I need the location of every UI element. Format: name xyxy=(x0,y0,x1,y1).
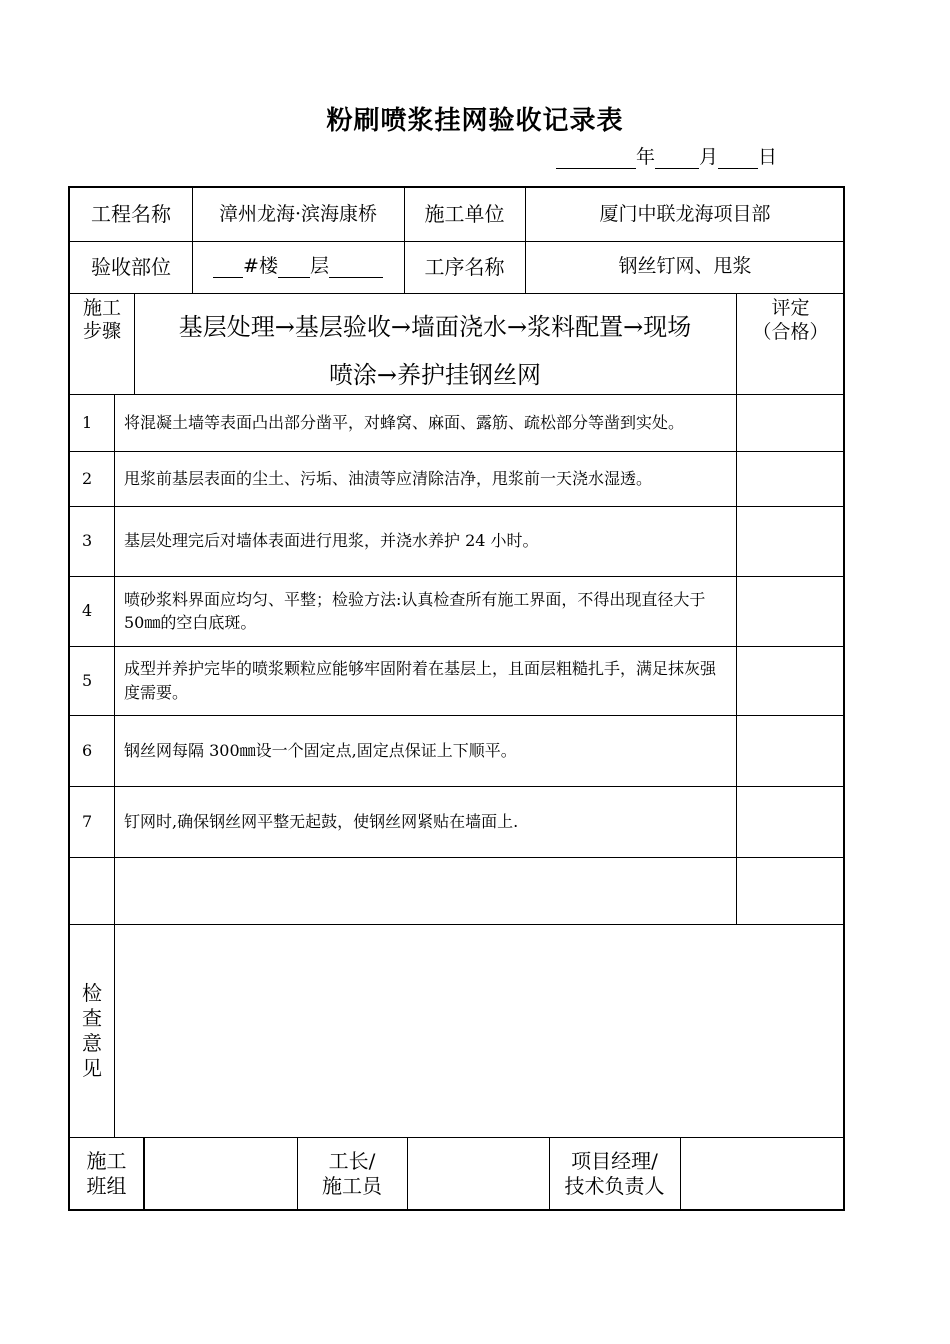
item-evaluation-cell[interactable] xyxy=(736,451,845,506)
inspection-opinion-label xyxy=(70,924,114,1137)
month-label: 月 xyxy=(699,146,719,168)
date-line xyxy=(556,142,777,169)
foreman-label xyxy=(297,1137,407,1211)
opinion-char: 见 xyxy=(82,1055,102,1080)
item-evaluation-cell[interactable] xyxy=(736,857,845,924)
steps-label-line1: 施工 xyxy=(82,297,121,319)
pm-label-line2: 技术负责人 xyxy=(564,1174,665,1198)
item-text: 钢丝网每隔 300㎜设一个固定点,固定点保证上下顺平。 xyxy=(124,740,517,760)
item-text: 钉网时,确保钢丝网平整无起鼓，使钢丝网紧贴在墙面上. xyxy=(124,811,519,831)
item-number: 4 xyxy=(82,601,93,620)
project-manager-label xyxy=(549,1137,680,1211)
page-title: 粉刷喷浆挂网验收记录表 xyxy=(326,106,624,136)
project-name-label: 工程名称 xyxy=(91,202,171,226)
item-evaluation-cell[interactable] xyxy=(736,576,845,646)
foreman-label-line1: 工长/ xyxy=(328,1149,376,1173)
contractor-value[interactable]: 厦门中联龙海项目部 xyxy=(599,202,771,225)
construction-team-label xyxy=(70,1137,143,1211)
item-text-empty[interactable] xyxy=(114,857,736,924)
opinion-char: 查 xyxy=(82,1005,102,1030)
item-evaluation-cell[interactable] xyxy=(736,786,845,857)
item-evaluation-cell[interactable] xyxy=(736,506,845,576)
item-text: 喷砂浆料界面应均匀、平整；检验方法:认真检查所有施工界面，不得出现直径大于 50㎜的空白底斑。 xyxy=(124,589,706,632)
item-number: 2 xyxy=(82,468,93,488)
project-manager-field[interactable] xyxy=(680,1137,845,1211)
project-name-value[interactable]: 漳州龙海·滨海康桥 xyxy=(218,203,378,226)
building-label: #楼 xyxy=(243,255,278,278)
foreman-label-line2: 施工员 xyxy=(322,1174,382,1198)
item-number: 3 xyxy=(82,531,93,550)
evaluation-line1: 评定 xyxy=(771,297,810,319)
floor-label: 层 xyxy=(309,255,329,278)
item-text: 基层处理完后对墙体表面进行甩浆，并浇水养护 24 小时。 xyxy=(124,531,539,551)
item-text: 甩浆前基层表面的尘土、污垢、油渍等应清除洁净，甩浆前一天浇水湿透。 xyxy=(124,468,653,488)
pm-label-line1: 项目经理/ xyxy=(571,1149,658,1173)
inspection-opinion-field[interactable] xyxy=(114,924,845,1137)
day-label: 日 xyxy=(758,146,778,168)
team-label-line1: 施工 xyxy=(86,1149,127,1173)
month-blank[interactable] xyxy=(655,148,699,169)
floor-extra-blank[interactable] xyxy=(329,257,383,278)
process-value[interactable]: 钢丝钉网、甩浆 xyxy=(618,255,752,278)
contractor-label: 施工单位 xyxy=(424,202,505,226)
item-number-empty[interactable] xyxy=(70,857,114,924)
opinion-char: 意 xyxy=(82,1030,102,1055)
construction-team-field[interactable] xyxy=(143,1137,297,1211)
day-blank[interactable] xyxy=(718,148,758,169)
foreman-field[interactable] xyxy=(407,1137,549,1211)
floor-blank[interactable] xyxy=(278,257,310,278)
evaluation-line2: （合格） xyxy=(752,320,829,343)
evaluation-header xyxy=(736,293,845,394)
opinion-char: 检 xyxy=(82,980,102,1005)
item-text: 成型并养护完毕的喷浆颗粒应能够牢固附着在基层上，且面层粗糙扎手，满足抹灰强度需要。 xyxy=(124,659,717,702)
steps-flow-line1: 基层处理→基层验收→墙面浇水→浆料配置→现场 xyxy=(178,313,692,341)
year-label: 年 xyxy=(636,146,656,168)
year-blank[interactable] xyxy=(556,148,636,169)
inspection-form-table xyxy=(68,186,845,1211)
process-label: 工序名称 xyxy=(424,254,505,279)
team-label-line2: 班组 xyxy=(86,1174,127,1198)
location-label: 验收部位 xyxy=(91,254,171,279)
item-text: 将混凝土墙等表面凸出部分凿平，对蜂窝、麻面、露筋、疏松部分等凿到实处。 xyxy=(124,412,685,432)
item-number: 7 xyxy=(82,811,93,831)
item-evaluation-cell[interactable] xyxy=(736,715,845,786)
item-number: 6 xyxy=(82,740,93,760)
item-number: 1 xyxy=(82,412,93,432)
steps-flow xyxy=(134,293,736,394)
steps-flow-line2: 喷涂→养护挂钢丝网 xyxy=(328,361,542,389)
location-value[interactable] xyxy=(192,241,404,293)
item-evaluation-cell[interactable] xyxy=(736,646,845,715)
item-evaluation-cell[interactable] xyxy=(736,394,845,451)
steps-label xyxy=(70,293,134,394)
steps-label-line2: 步骤 xyxy=(82,319,121,342)
item-number: 5 xyxy=(82,670,93,690)
building-blank[interactable] xyxy=(213,257,243,278)
